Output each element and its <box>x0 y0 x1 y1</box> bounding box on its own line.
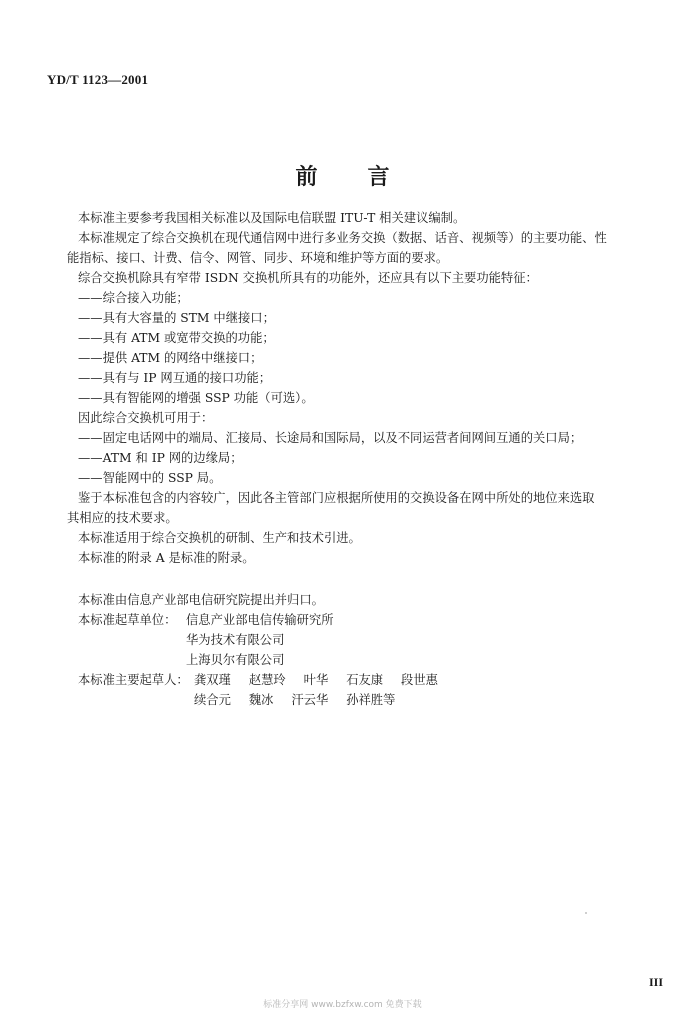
scan-speck <box>585 912 587 914</box>
drafting-unit: 信息产业部电信传输研究所 <box>186 613 334 627</box>
drafters-names-2 <box>194 690 409 710</box>
feature-item: ——综合接入功能； <box>78 291 189 305</box>
paragraph-2-line-1: 本标准规定了综合交换机在现代通信网中进行多业务交换（数据、话音、视频等）的主要功能、性 <box>78 231 607 245</box>
drafting-units-row <box>78 610 668 630</box>
drafting-unit: 华为技术有限公司 <box>186 633 285 647</box>
paragraph-8: 本标准由信息产业部电信研究院提出并归口。 <box>78 593 324 607</box>
use-item: ——智能网中的 SSP 局。 <box>78 471 222 485</box>
drafters-row-2 <box>78 690 668 710</box>
foreword-body <box>67 208 668 710</box>
title-part-2: 言 <box>367 164 390 190</box>
use-item: ——ATM 和 IP 网的边缘局； <box>78 451 243 465</box>
drafter-name: 石友康 <box>346 673 384 687</box>
page-number: III <box>648 975 663 989</box>
drafter-name: 孙祥胜等 <box>346 693 396 707</box>
drafter-name: 续合元 <box>194 693 231 707</box>
feature-item: ——具有大容量的 STM 中继接口； <box>78 311 275 325</box>
paragraph-1: 本标准主要参考我国相关标准以及国际电信联盟 ITU-T 相关建议编制。 <box>78 211 466 225</box>
use-item: ——固定电话网中的端局、汇接局、长途局和国际局，以及不同运营者间网间互通的关口局； <box>78 431 583 445</box>
drafters-label: 本标准主要起草人： <box>78 673 189 687</box>
drafter-name: 叶华 <box>303 673 329 687</box>
paragraph-3: 综合交换机除具有窄带 ISDN 交换机所具有的功能外，还应具有以下主要功能特征： <box>78 271 538 285</box>
paragraph-7: 本标准的附录 A 是标准的附录。 <box>78 551 255 565</box>
page-title <box>0 160 685 191</box>
drafting-units-label: 本标准起草单位： <box>78 613 177 627</box>
drafters-row-1 <box>78 670 668 690</box>
paragraph-2-line-2: 能指标、接口、计费、信令、网管、同步、环境和维护等方面的要求。 <box>67 251 449 265</box>
drafters-names-1 <box>194 670 452 690</box>
paragraph-6: 本标准适用于综合交换机的研制、生产和技术引进。 <box>78 531 361 545</box>
feature-item: ——具有智能网的增强 SSP 功能（可选）。 <box>78 391 314 405</box>
drafting-unit: 上海贝尔有限公司 <box>186 653 285 667</box>
paragraph-4: 因此综合交换机可用于： <box>78 411 214 425</box>
drafter-name: 魏冰 <box>248 693 274 707</box>
drafter-name: 龚双瑾 <box>194 673 231 687</box>
paragraph-5-line-2: 其相应的技术要求。 <box>67 511 178 525</box>
title-part-1: 前 <box>295 164 318 190</box>
feature-item: ——具有与 IP 网互通的接口功能； <box>78 371 272 385</box>
standard-number: YD/T 1123—2001 <box>47 72 149 87</box>
feature-item: ——具有 ATM 或宽带交换的功能； <box>78 331 275 345</box>
drafter-name: 段世惠 <box>401 673 438 687</box>
feature-item: ——提供 ATM 的网络中继接口； <box>78 351 263 365</box>
paragraph-5-line-1: 鉴于本标准包含的内容较广，因此各主管部门应根据所使用的交换设备在网中所处的地位来选取 <box>78 491 595 505</box>
drafter-name: 赵慧玲 <box>248 673 286 687</box>
drafter-name: 汗云华 <box>291 693 329 707</box>
footer-watermark: 标准分享网 www.bzfxw.com 免费下载 <box>263 1000 422 1010</box>
